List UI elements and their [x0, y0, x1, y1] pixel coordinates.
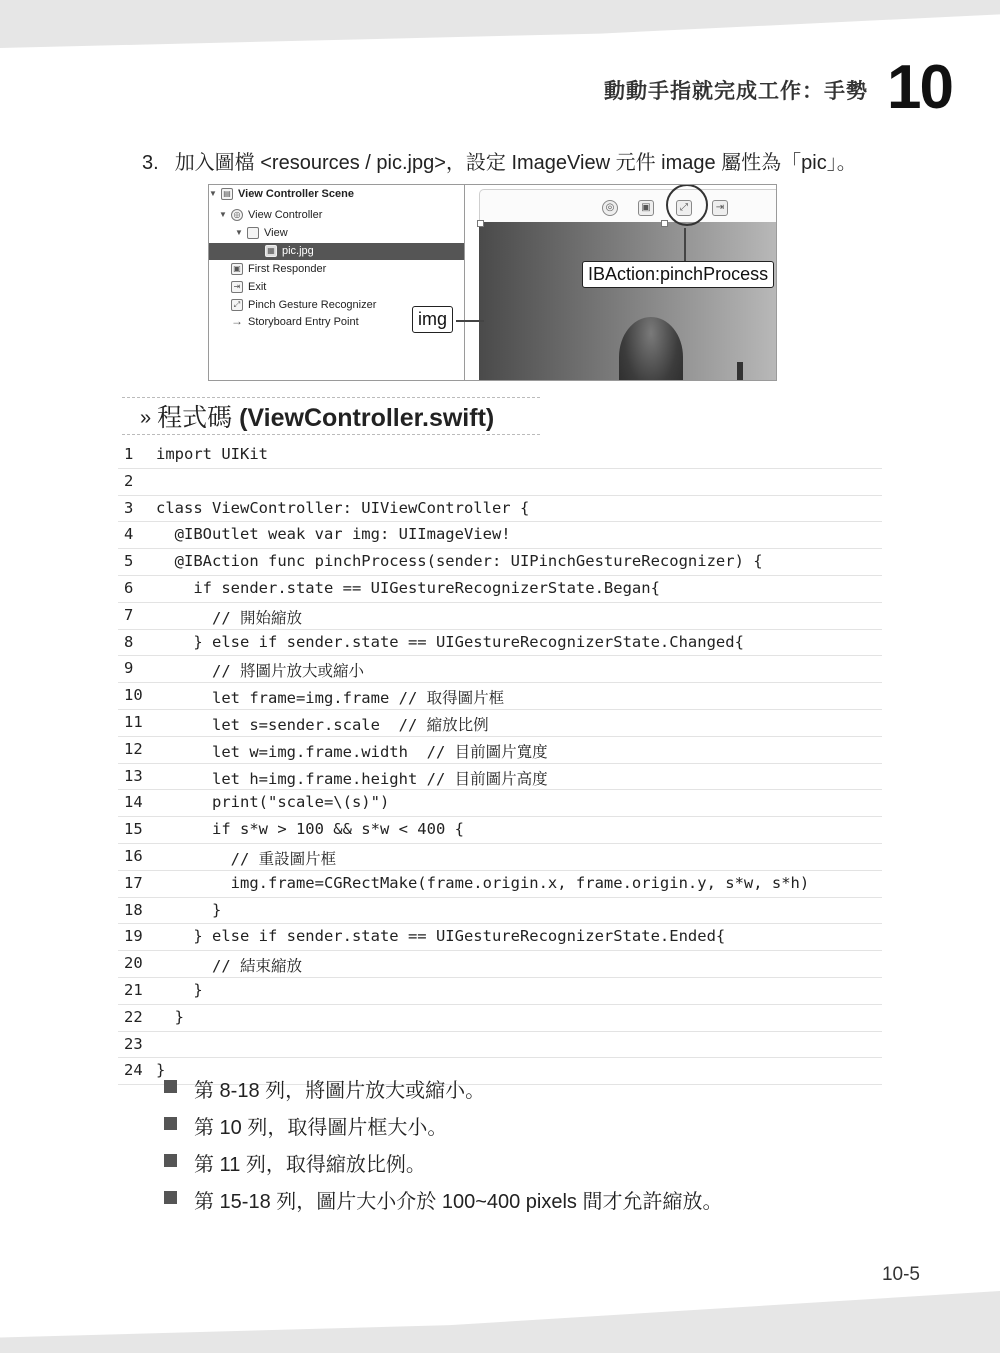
exit-icon: ⇥	[231, 281, 243, 293]
code-text: @IBOutlet weak var img: UIImageView!	[156, 525, 511, 544]
code-text: } else if sender.state == UIGestureRecognizerState.Ended{	[156, 927, 726, 946]
line-number: 17	[124, 873, 143, 892]
code-text: img.frame=CGRectMake(frame.origin.x, frame.origin.y, s*w, s*h)	[156, 873, 810, 892]
code-line	[118, 951, 882, 978]
line-number: 21	[124, 980, 143, 999]
square-bullet-icon	[164, 1154, 177, 1167]
mast-image	[737, 362, 743, 381]
code-section-title	[122, 397, 540, 435]
scene-dock	[479, 189, 777, 223]
line-number: 5	[124, 552, 134, 571]
square-bullet-icon	[164, 1191, 177, 1204]
footer-band	[0, 1291, 1000, 1353]
code-line	[118, 496, 882, 523]
disclosure-triangle-icon[interactable]: ▼	[219, 210, 227, 219]
code-text: }	[156, 1061, 166, 1080]
outline-item-label: First Responder	[248, 263, 327, 275]
code-line	[118, 764, 882, 791]
code-text: }	[156, 900, 222, 919]
resize-handle[interactable]	[477, 220, 484, 227]
bullet-text: 第 10 列，取得圖片框大小。	[194, 1117, 448, 1139]
code-line	[118, 683, 882, 710]
code-text: // 結束縮放	[156, 957, 302, 976]
chapter-number: 10	[887, 53, 952, 122]
rocket-image	[619, 317, 683, 381]
pinch-gesture-icon[interactable]: ⤢	[676, 200, 692, 216]
code-text: class ViewController: UIViewController {	[156, 498, 530, 517]
view-icon	[247, 227, 259, 239]
outline-item-label: Exit	[248, 281, 267, 293]
outline-item-label: Storyboard Entry Point	[248, 316, 359, 328]
bullet-text: 第 15-18 列，圖片大小介於 100~400 pixels 間才允許縮放。	[194, 1191, 723, 1213]
code-text: import UIKit	[156, 445, 268, 463]
code-line	[118, 978, 882, 1005]
code-section-prefix: 程式碼	[157, 404, 233, 432]
line-number: 9	[124, 659, 134, 678]
code-line	[118, 710, 882, 737]
resize-handle[interactable]	[661, 220, 668, 227]
code-text: }	[156, 980, 203, 999]
line-number: 23	[124, 1034, 143, 1053]
code-line	[118, 817, 882, 844]
code-line	[118, 656, 882, 683]
code-text: }	[156, 1007, 184, 1026]
outline-item-label: pic.jpg	[282, 245, 314, 257]
line-number: 22	[124, 1007, 143, 1026]
square-bullet-icon	[164, 1080, 177, 1093]
code-text: if s*w > 100 && s*w < 400 {	[156, 820, 464, 839]
outline-item-label: View Controller Scene	[238, 188, 354, 200]
pinch-gesture-icon: ⤢	[231, 299, 243, 311]
step-instruction	[142, 146, 857, 175]
arrow-right-icon: →	[231, 314, 243, 328]
code-line	[118, 576, 882, 603]
line-number: 4	[124, 525, 134, 544]
line-number: 7	[124, 605, 134, 624]
code-listing	[118, 442, 882, 1085]
step-number: 3.	[142, 152, 159, 174]
line-number: 2	[124, 471, 134, 490]
line-number: 3	[124, 498, 134, 517]
callout-pointer	[684, 228, 686, 262]
line-number: 24	[124, 1061, 143, 1080]
line-number: 12	[124, 739, 143, 758]
code-text: // 將圖片放大或縮小	[156, 662, 364, 681]
exit-icon[interactable]: ⇥	[712, 200, 728, 216]
code-line	[118, 844, 882, 871]
ibaction-callout: IBAction:pinchProcess	[582, 261, 774, 288]
chevron-right-icon: »	[140, 407, 152, 429]
line-number: 8	[124, 632, 134, 651]
view-controller-icon: ◎	[231, 209, 243, 221]
code-text: // 重設圖片框	[156, 849, 337, 868]
line-number: 13	[124, 766, 143, 785]
outline-item-label: View Controller	[248, 209, 323, 221]
code-text: let h=img.frame.height // 目前圖片高度	[156, 769, 548, 788]
code-text: let frame=img.frame // 取得圖片框	[156, 689, 505, 708]
code-text: if sender.state == UIGestureRecognizerState.Began{	[156, 578, 660, 597]
code-line	[118, 442, 882, 469]
image-view-photo[interactable]	[479, 222, 776, 380]
code-line	[118, 737, 882, 764]
code-text: print("scale=\(s)")	[156, 793, 390, 812]
header-band	[0, 0, 1000, 48]
code-line	[118, 549, 882, 576]
line-number: 10	[124, 686, 143, 705]
line-number: 11	[124, 712, 143, 731]
code-line	[118, 630, 882, 657]
code-text: let s=sender.scale // 縮放比例	[156, 715, 489, 734]
code-line	[118, 790, 882, 817]
square-bullet-icon	[164, 1117, 177, 1130]
line-number: 6	[124, 578, 134, 597]
line-number: 16	[124, 846, 143, 865]
outline-item-label: View	[264, 227, 288, 239]
line-number: 15	[124, 820, 143, 839]
document-outline	[209, 185, 465, 380]
code-text: let w=img.frame.width // 目前圖片寬度	[156, 742, 548, 761]
chapter-title: 動動手指就完成工作：手勢	[604, 80, 868, 103]
code-line	[118, 522, 882, 549]
page-number: 10-5	[881, 1264, 920, 1285]
bullet-text: 第 11 列，取得縮放比例。	[194, 1154, 426, 1176]
line-number: 18	[124, 900, 143, 919]
outlet-callout: img	[412, 306, 453, 333]
line-number: 20	[124, 954, 143, 973]
code-line	[118, 469, 882, 496]
disclosure-triangle-icon[interactable]: ▼	[235, 228, 243, 237]
outline-item-label: Pinch Gesture Recognizer	[248, 299, 377, 311]
line-number: 1	[124, 445, 134, 463]
callout-pointer	[456, 320, 484, 322]
outline-item[interactable]	[209, 243, 464, 260]
line-number: 14	[124, 793, 143, 812]
code-filename: (ViewController.swift)	[239, 404, 495, 432]
code-line	[118, 1032, 882, 1059]
code-line	[118, 1005, 882, 1032]
highlight-circle	[666, 184, 708, 226]
disclosure-triangle-icon[interactable]: ▼	[209, 189, 217, 198]
scene-icon: ▤	[221, 188, 233, 200]
step-text: 加入圖檔 <resources / pic.jpg>，設定 ImageView 元件 image 屬性為「pic」。	[174, 152, 857, 174]
code-line	[118, 871, 882, 898]
code-line	[118, 603, 882, 630]
image-icon: ▦	[265, 245, 277, 257]
code-line	[118, 924, 882, 951]
line-number: 19	[124, 927, 143, 946]
code-text: } else if sender.state == UIGestureRecognizerState.Changed{	[156, 632, 744, 651]
code-text: @IBAction func pinchProcess(sender: UIPinchGestureRecognizer) {	[156, 552, 763, 571]
first-responder-icon[interactable]: ▣	[638, 200, 654, 216]
code-text: // 開始縮放	[156, 608, 302, 627]
first-responder-icon: ▣	[231, 263, 243, 275]
code-line	[118, 898, 882, 925]
view-controller-icon[interactable]: ◎	[602, 200, 618, 216]
bullet-text: 第 8-18 列，將圖片放大或縮小。	[194, 1080, 486, 1102]
